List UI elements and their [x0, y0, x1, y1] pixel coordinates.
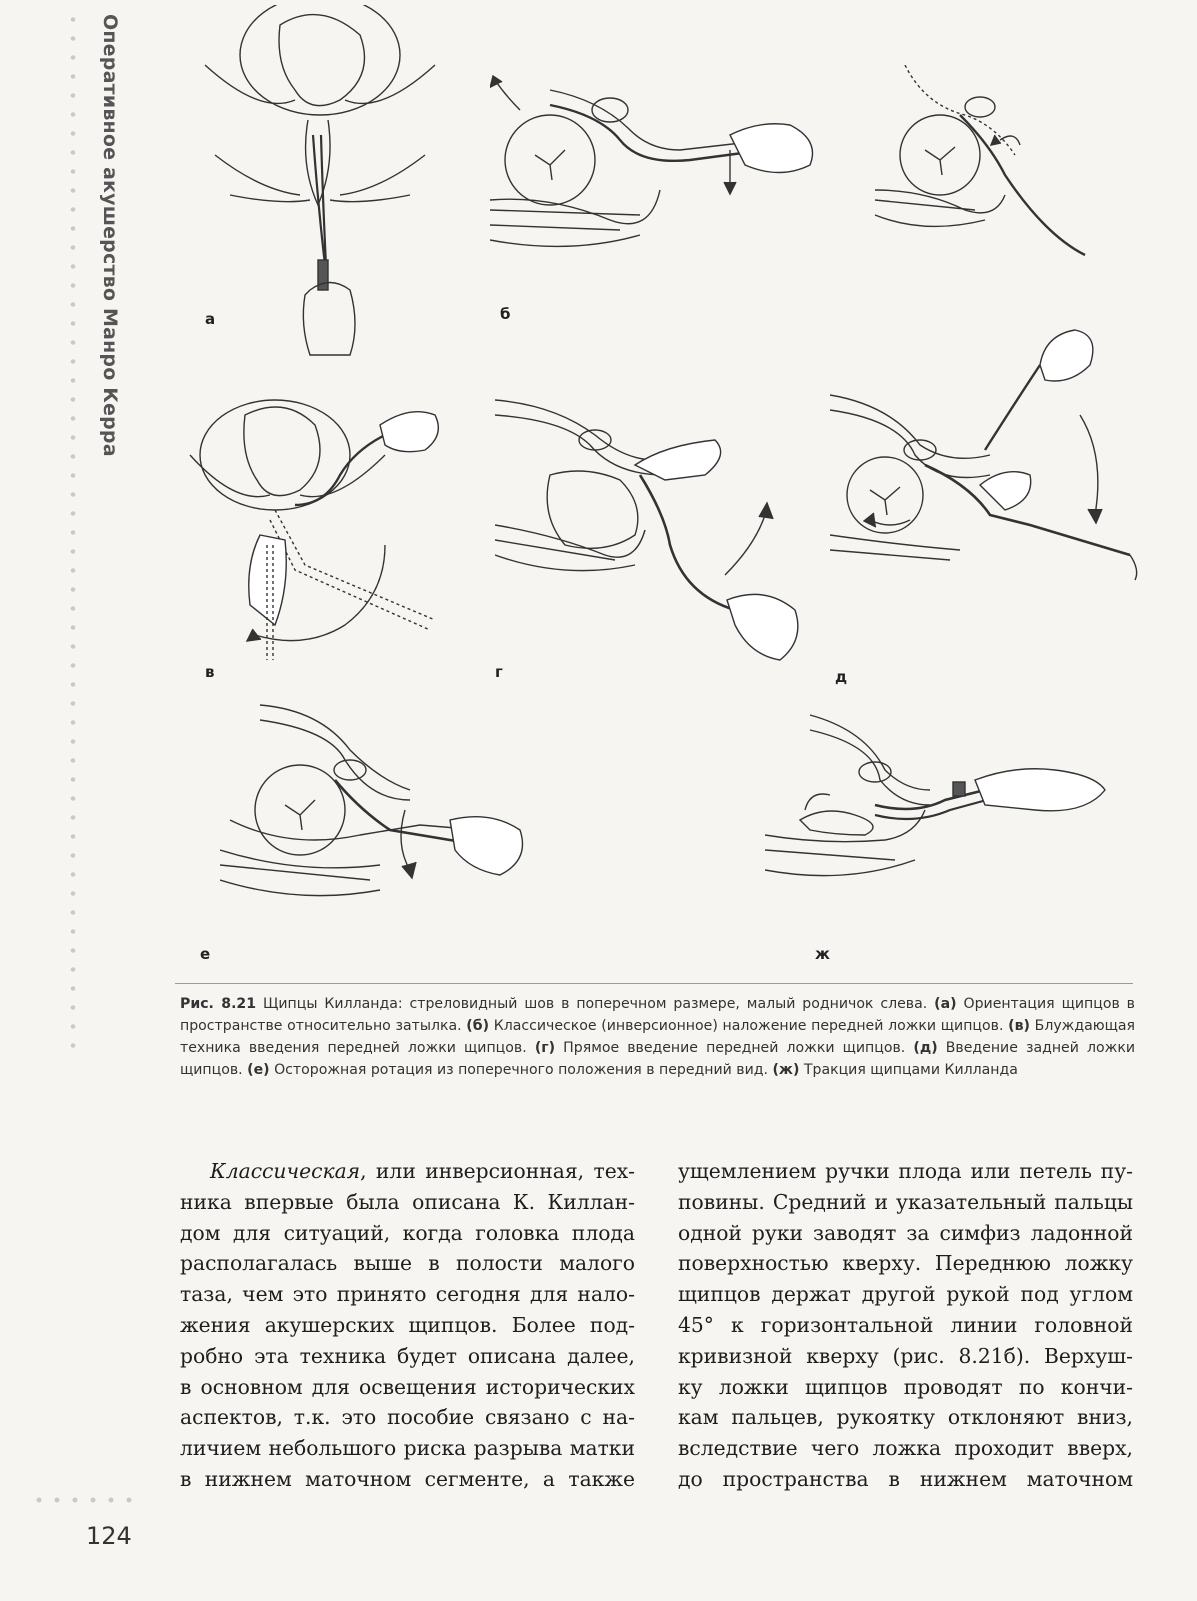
caption-text-d: Введение задней ложки щипцов. [180, 1040, 1136, 1078]
footer-dot-row [30, 1496, 135, 1504]
panel-b-illustration [490, 70, 840, 323]
body-line: ника впервые была описана К. Киллан- [180, 1189, 635, 1214]
panel-e-label: е [200, 945, 211, 963]
body-italic-term: Классическая [210, 1159, 361, 1183]
panel-a-illustration [200, 5, 440, 365]
caption-rule [175, 983, 1133, 984]
caption-text-e: Осторожная ротация из поперечного положения в передний вид. [269, 1062, 773, 1078]
caption-key-g: (г) [534, 1040, 556, 1056]
body-line: жения акушерских щипцов. Более под- [180, 1312, 635, 1337]
panel-v-label: в [205, 663, 215, 681]
panel-a-label: а [205, 310, 216, 328]
body-line: таза, чем это принято сегодня для нало- [180, 1282, 635, 1307]
panel-v-illustration [185, 395, 455, 681]
body-column-left [180, 1156, 635, 1495]
caption-text-v: Блуждающая техника введения передней ложки щипцов. [180, 1018, 1135, 1056]
body-line: аспектов, т.к. это пособие связано с на- [180, 1405, 635, 1430]
body-line: ущемлением ручки плода или петель пу- [678, 1159, 1133, 1183]
body-line: поверхностью кверху. Переднюю ложку [678, 1251, 1133, 1276]
caption-text-b: Классическое (инверсионное) наложение передней ложки щипцов. [489, 1018, 1009, 1034]
running-title: Оперативное акушерство Манро Керра [99, 14, 121, 457]
caption-key-b: (б) [466, 1018, 490, 1034]
page-number: 124 [86, 1522, 132, 1550]
margin-dot-column [70, 10, 76, 1050]
panel-blade-insertion-illustration [865, 65, 1095, 265]
caption-text-zh: Тракция щипцами Килланда [799, 1062, 1018, 1078]
panel-zh-label: ж [815, 945, 830, 963]
panel-g-illustration [495, 395, 815, 680]
caption-text-a: Ориентация щипцов в пространстве относительно затылка. [180, 996, 1135, 1034]
caption-key-v: (в) [1008, 1018, 1030, 1034]
figure-caption [180, 993, 1135, 1081]
caption-key-e: (е) [247, 1062, 270, 1078]
body-line: робно эта техника будет описана далее, [180, 1343, 635, 1368]
body-line: располагалась выше в полости малого [180, 1251, 635, 1276]
body-line: дом для ситуаций, когда головка плода [180, 1220, 635, 1245]
caption-text-g: Прямое введение передней ложки щипцов. [555, 1040, 914, 1056]
body-line: кривизной кверху (рис. 8.21б). Верхуш- [678, 1343, 1133, 1368]
body-line: кам пальцев, рукоятку отклоняют вниз, [678, 1405, 1133, 1430]
body-column-right [678, 1156, 1133, 1495]
caption-intro: Щипцы Килланда: стреловидный шов в поперечном размере, малый родничок слева. [256, 996, 935, 1012]
panel-d-illustration [830, 325, 1150, 686]
caption-key-a: (а) [934, 996, 957, 1012]
body-line: одной руки заводят за симфиз ладонной [678, 1220, 1133, 1245]
body-line: повины. Средний и указательный пальцы [678, 1189, 1133, 1214]
caption-key-zh: (ж) [772, 1062, 800, 1078]
body-line: до пространства в нижнем маточном [678, 1466, 1133, 1491]
panel-g-label: г [495, 663, 503, 681]
body-line: ку ложки щипцов проводят по кончи- [678, 1374, 1133, 1399]
body-line: в основном для освещения исторических [180, 1374, 635, 1399]
caption-fig-number: Рис. 8.21 [180, 996, 257, 1012]
panel-b-label: б [500, 305, 511, 323]
body-line: в нижнем маточном сегменте, а также [180, 1466, 635, 1491]
panel-d-label: д [835, 668, 848, 686]
panel-zh-illustration [765, 710, 1115, 963]
caption-key-d: (д) [913, 1040, 938, 1056]
body-line: щипцов держат другой рукой под углом [678, 1282, 1133, 1307]
body-line: личием небольшого риска разрыва матки [180, 1436, 635, 1461]
panel-e-illustration [200, 700, 550, 963]
figure-8-21 [175, 0, 1165, 990]
body-line: вследствие чего ложка проходит вверх, [678, 1436, 1133, 1461]
body-line: Классическая, или инверсионная, тех- [210, 1159, 635, 1183]
body-line: 45° к горизонтальной линии головной [678, 1312, 1133, 1337]
